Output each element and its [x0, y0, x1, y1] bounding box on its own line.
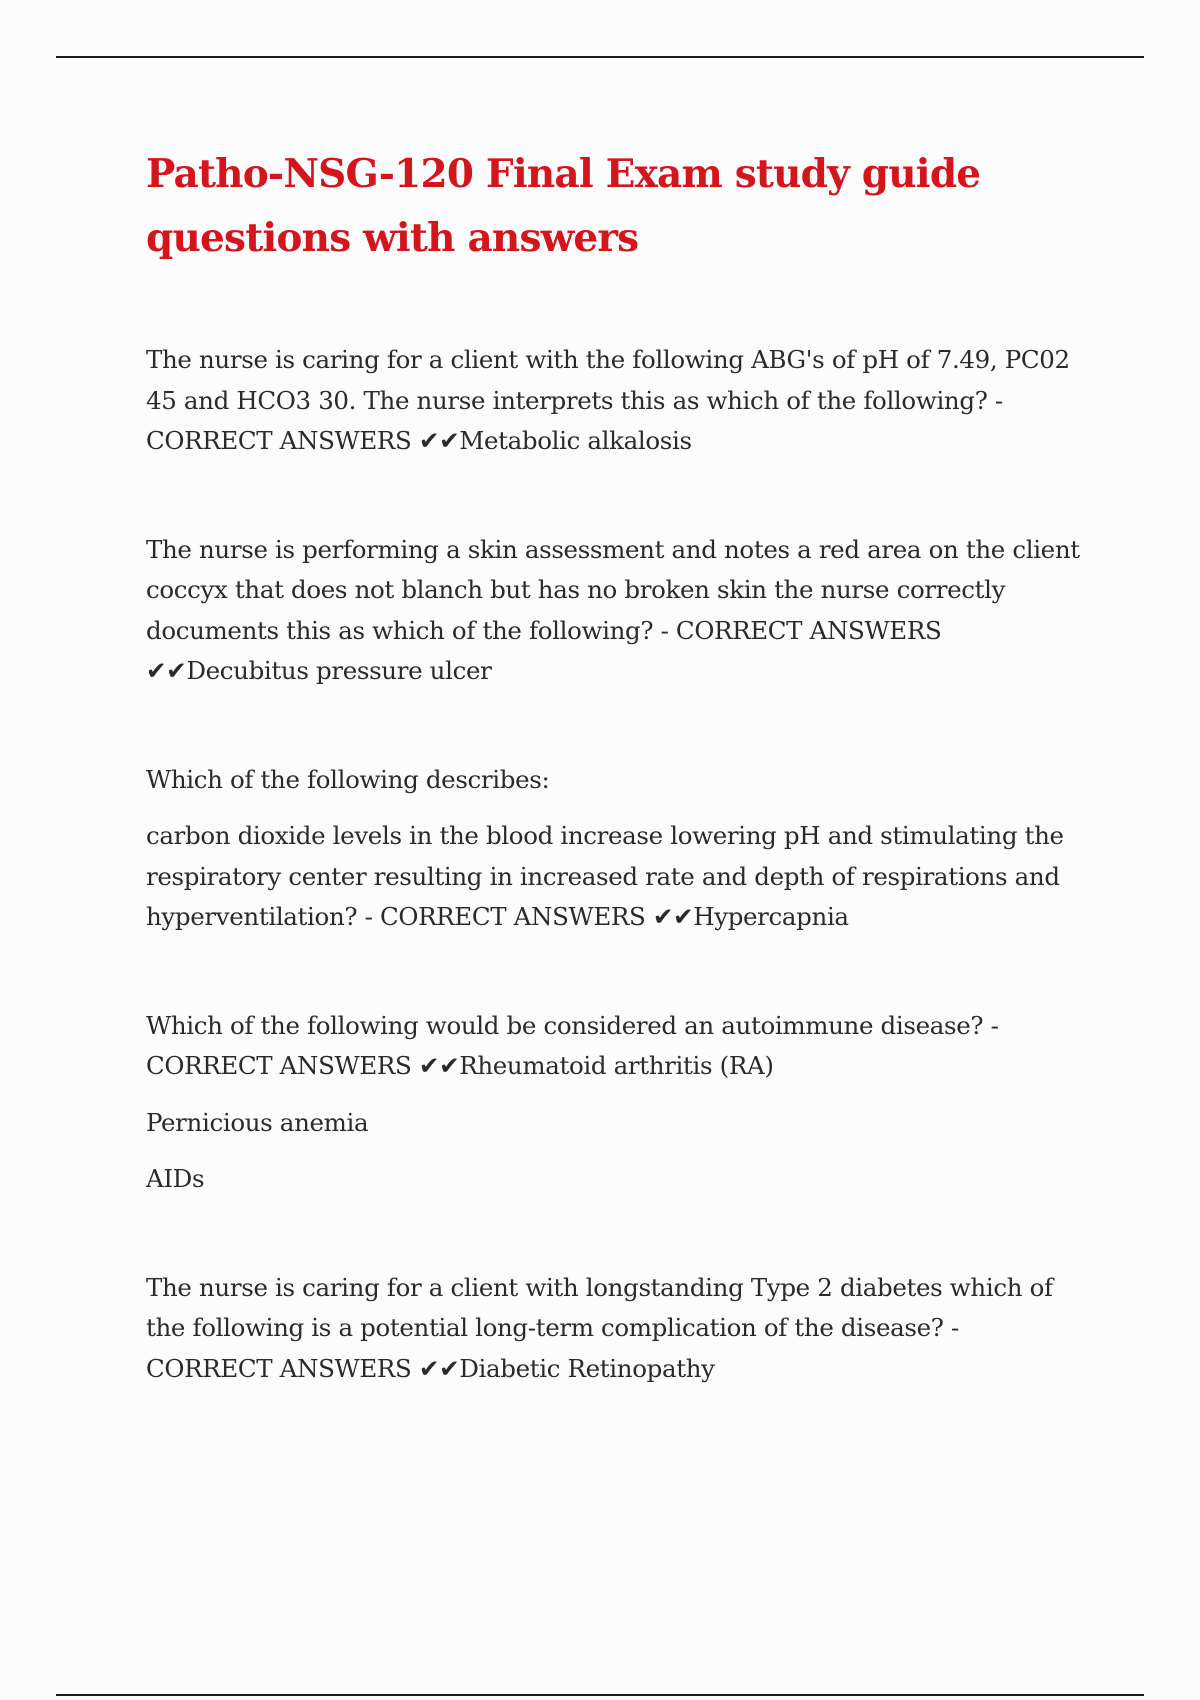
qa-item-diabetes	[146, 1268, 1092, 1390]
document-title: Patho-NSG-120 Final Exam study guide questions with answers	[146, 151, 981, 261]
document-body	[146, 142, 1092, 1457]
question-autoimmune: Which of the following would be considered an autoimmune disease? - CORRECT ANSWERS ✔✔Rheumatoid arthritis (RA)	[146, 1010, 999, 1080]
question-hypercapnia-prompt: Which of the following describes:	[146, 764, 550, 794]
qa-item-abg	[146, 340, 1092, 462]
question-abg: The nurse is caring for a client with the following ABG's of pH of 7.49, PC02 45 and HCO3 30. The nurse interprets this as which of the following? - CORRECT ANSWERS ✔✔Metabolic alkalosis	[146, 345, 1070, 455]
question-hypercapnia-body: carbon dioxide levels in the blood increase lowering pH and stimulating the respiratory center resulting in increased rate and depth of respirations and hyperventilation? - CORRECT ANSWERS ✔✔Hypercapnia	[146, 821, 1064, 931]
qa-item-skin-assessment	[146, 530, 1092, 692]
qa-list	[146, 340, 1092, 1389]
qa-item-hypercapnia	[146, 760, 1092, 938]
bottom-rule	[56, 1694, 1144, 1696]
question-diabetes: The nurse is caring for a client with longstanding Type 2 diabetes which of the following is a potential long-term complication of the disease? - CORRECT ANSWERS ✔✔Diabetic Retinopathy	[146, 1272, 1053, 1383]
answer-option-aids: AIDs	[146, 1164, 205, 1193]
answer-option-pernicious-anemia: Pernicious anemia	[146, 1107, 369, 1137]
qa-item-autoimmune	[146, 1006, 1092, 1200]
top-rule	[56, 56, 1144, 58]
question-skin-assessment: The nurse is performing a skin assessment and notes a red area on the client coccyx that does not blanch but has no broken skin the nurse correctly documents this as which of the following? - CORRECT ANSWERS ✔✔Decubitus pressure ulcer	[146, 534, 1080, 685]
